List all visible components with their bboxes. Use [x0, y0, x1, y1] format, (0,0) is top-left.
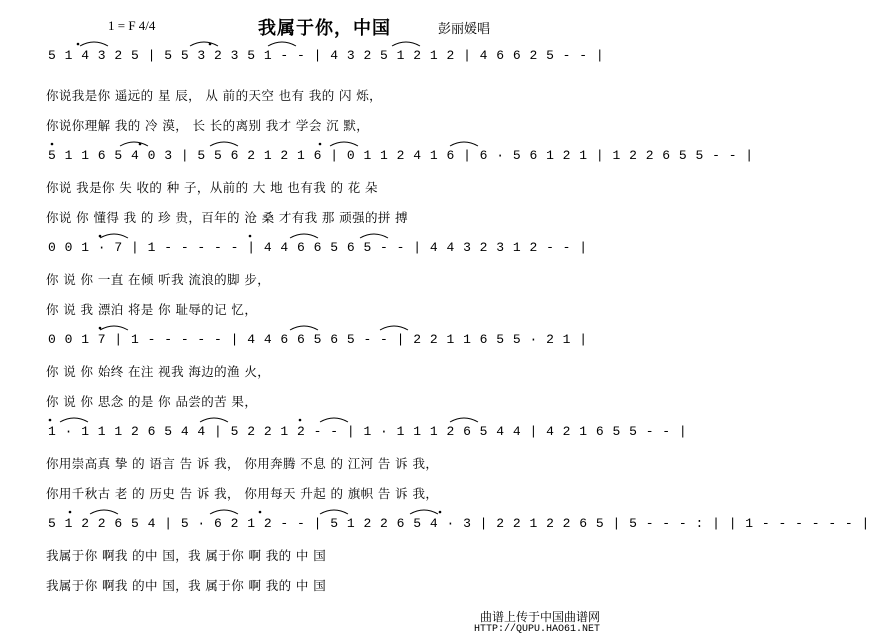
- singer-credit: 彭丽媛唱: [438, 22, 491, 37]
- notation-line: 0 0 1 · 7 | 1 - - - - - | 4 4 6 6 5 6 5 - - | 4 4 3 2 3 1 2 - - |: [48, 240, 588, 255]
- tie-arc: [450, 418, 478, 422]
- octave-dot: [99, 235, 102, 238]
- octave-dot: [319, 143, 322, 146]
- octave-dot: [439, 511, 442, 514]
- watermark-url: HTTP://QUPU.HAO61.NET: [473, 624, 600, 635]
- tie-arc: [100, 234, 128, 238]
- tie-arc: [290, 234, 318, 238]
- watermark-line-1: 曲谱上传于中国曲谱网: [479, 609, 600, 624]
- octave-dot: [259, 511, 262, 514]
- tie-arc: [410, 510, 438, 514]
- octave-dot: [249, 235, 252, 238]
- tie-arc: [290, 326, 318, 330]
- octave-dot: [299, 419, 302, 422]
- tie-arc: [80, 42, 108, 46]
- lyric-line: 我属于你 啊我 的中 国，我 属于你 啊 我的 中 国: [46, 548, 327, 563]
- tie-arc: [450, 142, 478, 146]
- octave-dot: [77, 43, 80, 46]
- tie-arc: [210, 142, 238, 146]
- lyric-line: 你 说 你 思念 的是 你 品尝的苦 果，: [46, 394, 258, 409]
- lyric-line: 你用千秋古 老 的 历史 告 诉 我， 你用每天 升起 的 旗帜 告 诉 我，: [46, 486, 439, 501]
- lyric-line: 你 说 你 一直 在倾 听我 流浪的脚 步，: [46, 272, 271, 287]
- watermark: [474, 611, 600, 635]
- tie-arc: [330, 142, 358, 146]
- tie-arc: [320, 510, 348, 514]
- tie-arc: [190, 42, 218, 46]
- key-signature: 1 = F 4/4: [108, 18, 156, 33]
- notation-line: 0 0 1 7 | 1 - - - - - | 4 4 6 6 5 6 5 - - | 2 2 1 1 6 5 5 · 2 1 |: [48, 332, 588, 347]
- octave-dot: [49, 419, 52, 422]
- tie-arc: [100, 326, 128, 330]
- song-title: 我属于你，中国: [258, 18, 391, 39]
- lyric-line: 你用崇高真 挚 的 语言 告 诉 我， 你用奔腾 不息 的 江河 告 诉 我，: [46, 456, 439, 471]
- tie-arc: [268, 42, 296, 46]
- tie-arc: [90, 510, 118, 514]
- lyric-line: 你 说 你 始终 在注 视我 海边的渔 火，: [46, 364, 271, 379]
- octave-dot: [139, 143, 142, 146]
- octave-dot: [51, 143, 54, 146]
- octave-dot: [69, 511, 72, 514]
- tie-arc: [210, 510, 238, 514]
- notation-line: 5 1 4 3 2 5 | 5 5 3 2 3 5 1 - - | 4 3 2 5 1 2 1 2 | 4 6 6 2 5 - - |: [48, 48, 605, 63]
- octave-dot: [99, 327, 102, 330]
- tie-arc: [200, 418, 228, 422]
- tie-arc: [360, 234, 388, 238]
- octave-dot: [209, 43, 212, 46]
- tie-arc: [320, 418, 348, 422]
- tie-arc: [392, 42, 420, 46]
- score-header: [0, 12, 604, 42]
- lyric-line: 你说你理解 我的 冷 漠， 长 长的离别 我才 学会 沉 默，: [46, 118, 370, 133]
- tie-arc: [60, 418, 88, 422]
- lyric-line: 我属于你 啊我 的中 国，我 属于你 啊 我的 中 国: [46, 578, 327, 593]
- lyric-line: 你 说 我 漂泊 将是 你 耻辱的记 忆，: [46, 302, 258, 317]
- tie-arc: [380, 326, 408, 330]
- notation-line: 5 1 1 6 5 4 0 3 | 5 5 6 2 1 2 1 6 | 0 1 1 2 4 1 6 | 6 · 5 6 1 2 1 | 1 2 2 6 5 5 - - |: [48, 148, 754, 163]
- lyric-line: 你说 你 懂得 我 的 珍 贵，百年的 沧 桑 才有我 那 顽强的拼 搏: [46, 210, 409, 225]
- tie-arc: [120, 142, 148, 146]
- lyric-line: 你说 我是你 失 收的 种 子，从前的 大 地 也有我 的 花 朵: [46, 180, 378, 195]
- lyric-line: 你说我是你 遥远的 星 辰， 从 前的天空 也有 我的 闪 烁，: [46, 88, 383, 103]
- notation-line: 1 · 1 1 1 2 6 5 4 4 | 5 2 2 1 2 - - | 1 · 1 1 1 2 6 5 4 4 | 4 2 1 6 5 5 - - |: [48, 424, 688, 439]
- notation-line: 5 1 2 2 6 5 4 | 5 · 6 2 1 2 - - | 5 1 2 2 6 5 4 · 3 | 2 2 1 2 2 6 5 | 5 - - - : | | 1 - - - - - - |: [48, 516, 870, 531]
